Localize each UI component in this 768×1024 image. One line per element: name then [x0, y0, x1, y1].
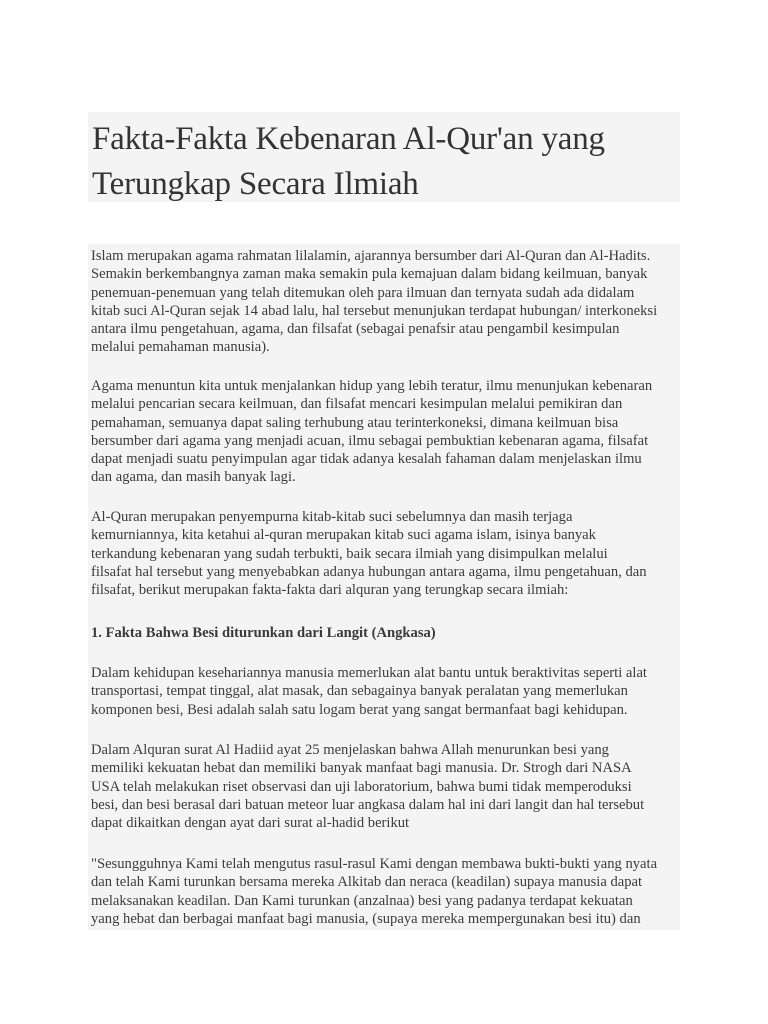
section-heading-besi: 1. Fakta Bahwa Besi diturunkan dari Langit (Angkasa)	[91, 625, 436, 641]
paragraph-agama: Agama menuntun kita untuk menjalankan hidup yang lebih teratur, ilmu menunjukan kebenaran melalui pencarian secara keilmuan, dan filsafat mencari kesimpulan melalui pemikiran dan pemahaman, semuanya dapat saling terhubung atau terinterkoneksi, dimana keilmuan bisa bersumber dari agama yang menjadi acuan, ilmu sebagai pembuktian kebenaran agama, filsafat dapat menjadi suatu penyimpulan agar tidak adanya kesalah fahaman dalam menjelaskan ilmu dan agama, dan masih banyak lagi.	[91, 378, 653, 486]
paragraph-kehidupan: Dalam kehidupan kesehariannya manusia memerlukan alat bantu untuk beraktivitas seperti alat transportasi, tempat tinggal, alat masak, dan sebagainya banyak peralatan yang memerlukan komponen besi, Besi adalah salah satu logam berat yang sangat bermanfaat bagi kehidupan.	[91, 665, 647, 718]
paragraph-intro: Islam merupakan agama rahmatan lilalamin, ajarannya bersumber dari Al-Quran dan Al-Hadits. Semakin berkembangnya zaman maka semakin pula kemajuan dalam bidang keilmuan, banyak penemuan-penemuan yang telah ditemukan oleh para ilmuan dan ternyata sudah ada didalam kitab suci Al-Quran sejak 14 abad lalu, hal tersebut menunjukan terdapat hubungan/ interkoneksi antara ilmu pengetahuan, agama, dan filsafat (sebagai penafsir atau pengambil kesimpulan melalui pemahaman manusia).	[91, 248, 658, 356]
paragraph-alquran: Al-Quran merupakan penyempurna kitab-kitab suci sebelumnya dan masih terjaga kemurniannya, kita ketahui al-quran merupakan kitab suci agama islam, isinya banyak terkandung kebenaran yang sudah terbukti, baik secara ilmiah yang disimpulkan melalui filsafat hal tersebut yang menyebabkan adanya hubungan antara agama, ilmu pengetahuan, dan filsafat, berikut merupakan fakta-fakta dari alquran yang terungkap secara ilmiah:	[91, 509, 647, 599]
paragraph-quote: "Sesungguhnya Kami telah mengutus rasul-rasul Kami dengan membawa bukti-bukti yang nyata dan telah Kami turunkan bersama mereka Alkitab dan neraca (keadilan) supaya manusia dapat melaksanakan keadilan. Dan Kami turunkan (anzalnaa) besi yang padanya terdapat kekuatan yang hebat dan berbagai manfaat bagi manusia, (supaya mereka mempergunakan besi itu) dan	[91, 856, 658, 927]
article-title: Fakta-Fakta Kebenaran Al-Qur'an yang Terungkap Secara Ilmiah	[92, 121, 605, 202]
paragraph-al-hadiid: Dalam Alquran surat Al Hadiid ayat 25 menjelaskan bahwa Allah menurunkan besi yang memiliki kekuatan hebat dan memiliki banyak manfaat bagi manusia. Dr. Strogh dari NASA USA telah melakukan riset observasi dan uji laboratorium, bahwa bumi tidak memperoduksi besi, dan besi berasal dari batuan meteor luar angkasa dalam hal ini dari langit dan hal tersebut dapat dikaitkan dengan ayat dari surat al-hadid berikut	[91, 742, 645, 832]
